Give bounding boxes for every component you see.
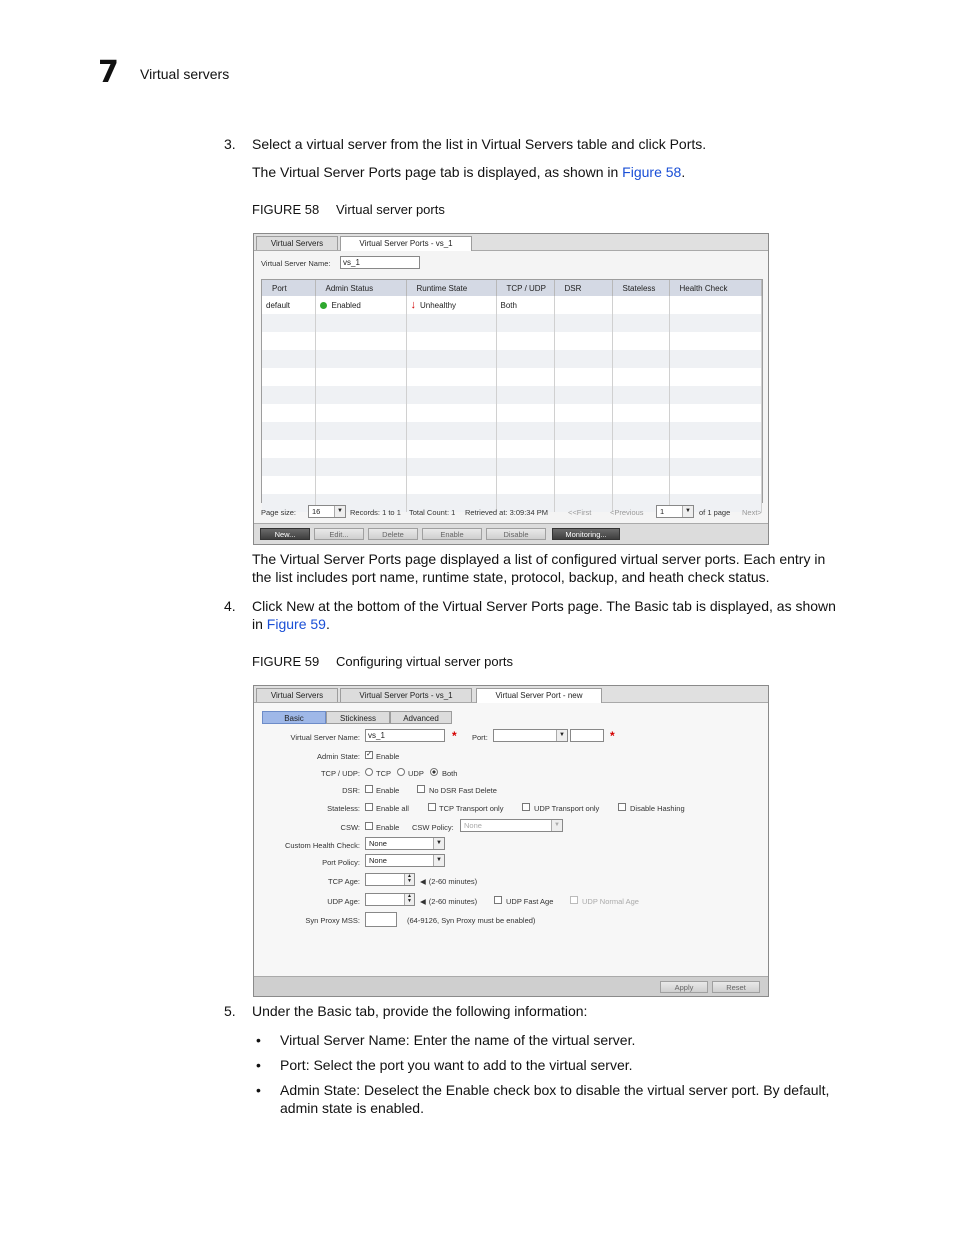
port-policy-label: Port Policy: bbox=[322, 858, 360, 867]
vs-name-label: Virtual Server Name: bbox=[261, 259, 331, 268]
chevron-down-icon: ▼ bbox=[334, 506, 345, 517]
table-row bbox=[262, 404, 762, 422]
total-count-text: Total Count: 1 bbox=[409, 508, 456, 517]
chevron-down-icon: ▼ bbox=[556, 730, 567, 741]
figure58-caption bbox=[252, 202, 445, 217]
figure58-tabbar bbox=[254, 234, 768, 251]
chevron-down-icon: ▼ bbox=[682, 506, 693, 517]
port-number-field[interactable] bbox=[570, 729, 604, 742]
step5-bold-basic: Basic bbox=[317, 1003, 352, 1019]
col-stateless[interactable]: Stateless bbox=[612, 280, 669, 296]
cell-proto: Both bbox=[496, 296, 554, 314]
dsr-enable-checkbox[interactable] bbox=[365, 785, 373, 793]
speaker-icon: ◀ bbox=[420, 877, 426, 886]
tcp-age-hint-text: (2-60 minutes) bbox=[428, 877, 478, 886]
tcp-age-hint bbox=[420, 877, 477, 886]
records-text: Records: 1 to 1 bbox=[350, 508, 401, 517]
custom-hc-select[interactable] bbox=[365, 837, 445, 850]
retrieved-text: Retrieved at: 3:09:34 PM bbox=[465, 508, 548, 517]
cell-admin bbox=[315, 296, 406, 314]
csw-policy-select[interactable] bbox=[460, 819, 563, 832]
custom-hc-value: None bbox=[369, 839, 387, 848]
tab-virtual-server-port-new[interactable]: Virtual Server Port - new bbox=[476, 688, 602, 703]
dsr-nofast-label: No DSR Fast Delete bbox=[429, 786, 497, 795]
admin-enable-checkbox[interactable]: ✓ bbox=[366, 751, 372, 758]
tab-virtual-servers[interactable]: Virtual Servers bbox=[256, 688, 338, 702]
chevron-down-icon: ▼ bbox=[551, 820, 562, 831]
step4-line2-pre: in bbox=[252, 616, 267, 632]
para1-pre: The bbox=[252, 551, 281, 567]
list-item bbox=[252, 1081, 892, 1117]
udp-age-hint-text: (2-60 minutes) bbox=[428, 897, 478, 906]
step3-sub-mid: page tab is displayed, as shown in bbox=[401, 164, 623, 180]
bullet-icon: • bbox=[256, 1032, 261, 1048]
admin-enable-label: Enable bbox=[376, 752, 400, 761]
step3-text bbox=[252, 135, 872, 153]
table-row bbox=[262, 332, 762, 350]
bullet-bold: Virtual Server Name bbox=[280, 1032, 406, 1048]
tcp-radio[interactable] bbox=[365, 768, 373, 776]
field-list bbox=[252, 1031, 892, 1117]
table-row bbox=[262, 350, 762, 368]
step4-bold-ports: Virtual Server Ports bbox=[442, 598, 564, 614]
figure59-title: Configuring virtual server ports bbox=[336, 654, 514, 669]
para1-bold: Virtual Server Ports bbox=[280, 551, 402, 567]
udp-age-label: UDP Age: bbox=[327, 897, 360, 906]
tcp-age-stepper[interactable] bbox=[365, 873, 415, 886]
tab-virtual-server-ports[interactable]: Virtual Server Ports - vs_1 bbox=[340, 688, 472, 702]
udp-radio-label: UDP bbox=[408, 769, 424, 778]
tcp-radio-label: TCP bbox=[376, 769, 391, 778]
table-row bbox=[262, 422, 762, 440]
cell-dsr bbox=[554, 296, 612, 314]
udp-age-hint bbox=[420, 897, 477, 906]
arrow-down-icon: ↓ bbox=[410, 299, 416, 311]
disable-hashing-label: Disable Hashing bbox=[630, 804, 685, 813]
csw-enable-label: Enable bbox=[376, 823, 400, 832]
enable-all-checkbox[interactable] bbox=[365, 803, 373, 811]
vs-name-label: Virtual Server Name: bbox=[290, 733, 360, 742]
tcp-transport-label: TCP Transport only bbox=[439, 804, 504, 813]
udp-transport-label: UDP Transport only bbox=[534, 804, 600, 813]
bullet-bold: Admin State bbox=[280, 1082, 357, 1098]
figure59-label: FIGURE 59 bbox=[252, 654, 320, 669]
reset-button[interactable]: Reset bbox=[712, 981, 760, 993]
subtab-stickiness[interactable]: Stickiness bbox=[326, 711, 390, 724]
vs-name-field[interactable]: vs_1 bbox=[365, 729, 445, 742]
edit-button[interactable]: Edit... bbox=[314, 528, 364, 540]
bullet-text3: admin state is enabled. bbox=[280, 1100, 424, 1116]
table-row bbox=[262, 440, 762, 458]
step4-text bbox=[252, 597, 892, 633]
bullet-text: : Enter the name of the virtual server. bbox=[405, 1032, 636, 1048]
bullet-icon: • bbox=[256, 1082, 261, 1098]
tab-virtual-servers[interactable]: Virtual Servers bbox=[256, 236, 338, 250]
stateless-label: Stateless: bbox=[327, 804, 360, 813]
tcp-udp-label: TCP / UDP: bbox=[320, 769, 360, 778]
step5-number: 5. bbox=[224, 1003, 236, 1019]
step3-bold-ports: Ports. bbox=[669, 136, 707, 152]
step4-end2: . bbox=[325, 616, 330, 632]
step4-mid2: page. The bbox=[563, 598, 635, 614]
both-radio[interactable] bbox=[430, 768, 438, 776]
col-admin-status[interactable]: Admin Status bbox=[315, 280, 406, 296]
step3-sub-pre: The bbox=[252, 164, 281, 180]
udp-transport-checkbox[interactable] bbox=[522, 803, 530, 811]
list-item bbox=[252, 1031, 892, 1049]
table-header-row bbox=[262, 280, 762, 296]
dsr-label: DSR: bbox=[342, 786, 360, 795]
csw-policy-label: CSW Policy: bbox=[412, 823, 454, 832]
bullet-text: : Deselect the bbox=[356, 1082, 446, 1098]
custom-hc-label: Custom Health Check: bbox=[284, 841, 360, 850]
next-page-link[interactable]: Next> bbox=[742, 508, 762, 517]
col-port[interactable]: Port bbox=[262, 280, 315, 296]
both-radio-label: Both bbox=[442, 769, 458, 778]
udp-normal-age-checkbox[interactable] bbox=[570, 896, 578, 904]
port-policy-value: None bbox=[369, 856, 387, 865]
csw-label: CSW: bbox=[340, 823, 360, 832]
step3-subtext bbox=[252, 163, 872, 181]
bullet-bold-enable: Enable bbox=[445, 1082, 490, 1098]
col-dsr[interactable]: DSR bbox=[554, 280, 612, 296]
cell-port: default bbox=[262, 296, 315, 314]
speaker-icon: ◀ bbox=[420, 897, 426, 906]
chapter-number: 7 bbox=[98, 55, 119, 90]
figure59-screenshot bbox=[253, 685, 769, 997]
step4-bold-basic: Basic bbox=[634, 598, 669, 614]
chapter-title: Virtual servers bbox=[140, 66, 230, 82]
udp-radio[interactable] bbox=[397, 768, 405, 776]
step4-pre: Click bbox=[252, 598, 287, 614]
syn-proxy-field[interactable] bbox=[365, 912, 397, 927]
csw-policy-value: None bbox=[464, 821, 482, 830]
enable-button[interactable]: Enable bbox=[422, 528, 482, 540]
cell-health bbox=[669, 296, 762, 314]
bullet-text2: check box to disable the virtual server port. By default, bbox=[489, 1082, 830, 1098]
port-policy-select[interactable] bbox=[365, 854, 445, 867]
disable-hashing-checkbox[interactable] bbox=[618, 803, 626, 811]
enable-all-label: Enable all bbox=[376, 804, 409, 813]
disable-button[interactable]: Disable bbox=[486, 528, 546, 540]
step3-sub-end: . bbox=[681, 164, 686, 180]
figure59-button-bar bbox=[254, 976, 768, 997]
step3-number: 3. bbox=[224, 136, 236, 152]
new-button[interactable]: New... bbox=[260, 528, 310, 540]
page-size-value: 16 bbox=[312, 507, 321, 516]
col-runtime-state[interactable]: Runtime State bbox=[406, 280, 496, 296]
port-select[interactable] bbox=[493, 729, 568, 742]
udp-age-stepper[interactable] bbox=[365, 893, 415, 906]
figure58-screenshot bbox=[253, 233, 769, 545]
col-tcp-udp[interactable]: TCP / UDP bbox=[496, 280, 554, 296]
ports-description bbox=[252, 550, 892, 586]
first-page-link[interactable]: <<First bbox=[568, 508, 592, 517]
step3-mid: table and click bbox=[573, 136, 670, 152]
table-row bbox=[262, 386, 762, 404]
required-star-icon: * bbox=[452, 729, 457, 743]
table-row[interactable] bbox=[262, 296, 762, 314]
figure59-caption bbox=[252, 654, 513, 669]
syn-proxy-label: Syn Proxy MSS: bbox=[305, 916, 360, 925]
udp-fast-age-label: UDP Fast Age bbox=[506, 897, 554, 906]
step4-bold-new: New bbox=[286, 598, 315, 614]
table-row bbox=[262, 368, 762, 386]
apply-button[interactable]: Apply bbox=[660, 981, 708, 993]
delete-button[interactable]: Delete bbox=[368, 528, 418, 540]
vs-name-field[interactable]: vs_1 bbox=[340, 256, 420, 269]
figure59-tabbar bbox=[254, 686, 768, 703]
cell-stateless bbox=[612, 296, 669, 314]
step3-pre: Select a virtual server from the list in bbox=[252, 136, 482, 152]
status-ok-icon bbox=[320, 302, 327, 309]
bullet-text: : Select the port you want to add to the virtual server. bbox=[305, 1057, 633, 1073]
chevron-down-icon: ▼ bbox=[433, 838, 444, 849]
step5-end: tab, provide the following information: bbox=[351, 1003, 588, 1019]
para1-rest1: page displayed a list of configured virtual server ports. Each entry in bbox=[401, 551, 826, 567]
step3-bold-virtual-servers: Virtual Servers bbox=[481, 136, 574, 152]
page-size-select[interactable] bbox=[308, 505, 346, 518]
subtab-basic[interactable]: Basic bbox=[262, 711, 326, 724]
figure58-label: FIGURE 58 bbox=[252, 202, 320, 217]
tcp-age-label: TCP Age: bbox=[328, 877, 360, 886]
udp-normal-age-label: UDP Normal Age bbox=[582, 897, 639, 906]
table-row bbox=[262, 458, 762, 476]
page-number-select[interactable] bbox=[656, 505, 694, 518]
step4-number: 4. bbox=[224, 598, 236, 614]
figure58-title: Virtual server ports bbox=[336, 202, 445, 217]
dsr-enable-label: Enable bbox=[376, 786, 400, 795]
ports-table bbox=[261, 279, 763, 503]
step5-pre: Under the bbox=[252, 1003, 318, 1019]
step3-sub-bold: Virtual Server Ports bbox=[280, 164, 402, 180]
bullet-icon: • bbox=[256, 1057, 261, 1073]
col-health-check[interactable]: Health Check bbox=[669, 280, 762, 296]
udp-fast-age-checkbox[interactable] bbox=[494, 896, 502, 904]
cell-admin-text: Enabled bbox=[331, 300, 361, 310]
tcp-transport-checkbox[interactable] bbox=[428, 803, 436, 811]
subtab-advanced[interactable]: Advanced bbox=[390, 711, 452, 724]
page-size-label: Page size: bbox=[261, 508, 297, 517]
previous-page-link[interactable]: <Previous bbox=[610, 508, 644, 517]
monitoring-button[interactable]: Monitoring... bbox=[552, 528, 620, 540]
tab-virtual-server-ports[interactable]: Virtual Server Ports - vs_1 bbox=[340, 236, 472, 251]
chevron-down-icon: ▼ bbox=[433, 855, 444, 866]
figure59-link[interactable]: Figure 59 bbox=[266, 616, 326, 632]
cell-runtime bbox=[406, 296, 496, 314]
stepper-arrows-icon[interactable]: ▲ ▼ bbox=[404, 894, 414, 905]
step4-mid1: at the bottom of the bbox=[314, 598, 443, 614]
figure58-button-bar bbox=[254, 523, 768, 545]
required-star-icon: * bbox=[610, 729, 615, 743]
para1-rest2: the list includes port name, runtime state, protocol, backup, and heath check status. bbox=[252, 569, 770, 585]
step5-text bbox=[252, 1002, 892, 1020]
bullet-bold: Port bbox=[280, 1057, 306, 1073]
csw-enable-checkbox[interactable] bbox=[365, 822, 373, 830]
admin-state-label: Admin State: bbox=[317, 752, 360, 761]
page-count-text: of 1 page bbox=[699, 508, 731, 517]
cell-runtime-text: Unhealthy bbox=[420, 301, 457, 310]
figure58-link[interactable]: Figure 58 bbox=[622, 164, 682, 180]
table-row bbox=[262, 476, 762, 494]
step4-end1: tab is displayed, as shown bbox=[668, 598, 836, 614]
syn-proxy-hint: (64-9126, Syn Proxy must be enabled) bbox=[407, 916, 536, 925]
table-row bbox=[262, 314, 762, 332]
port-label: Port: bbox=[472, 733, 488, 742]
dsr-nofast-checkbox[interactable] bbox=[417, 785, 425, 793]
page-number-value: 1 bbox=[660, 507, 665, 516]
stepper-arrows-icon[interactable]: ▲ ▼ bbox=[404, 874, 414, 885]
list-item bbox=[252, 1056, 892, 1074]
